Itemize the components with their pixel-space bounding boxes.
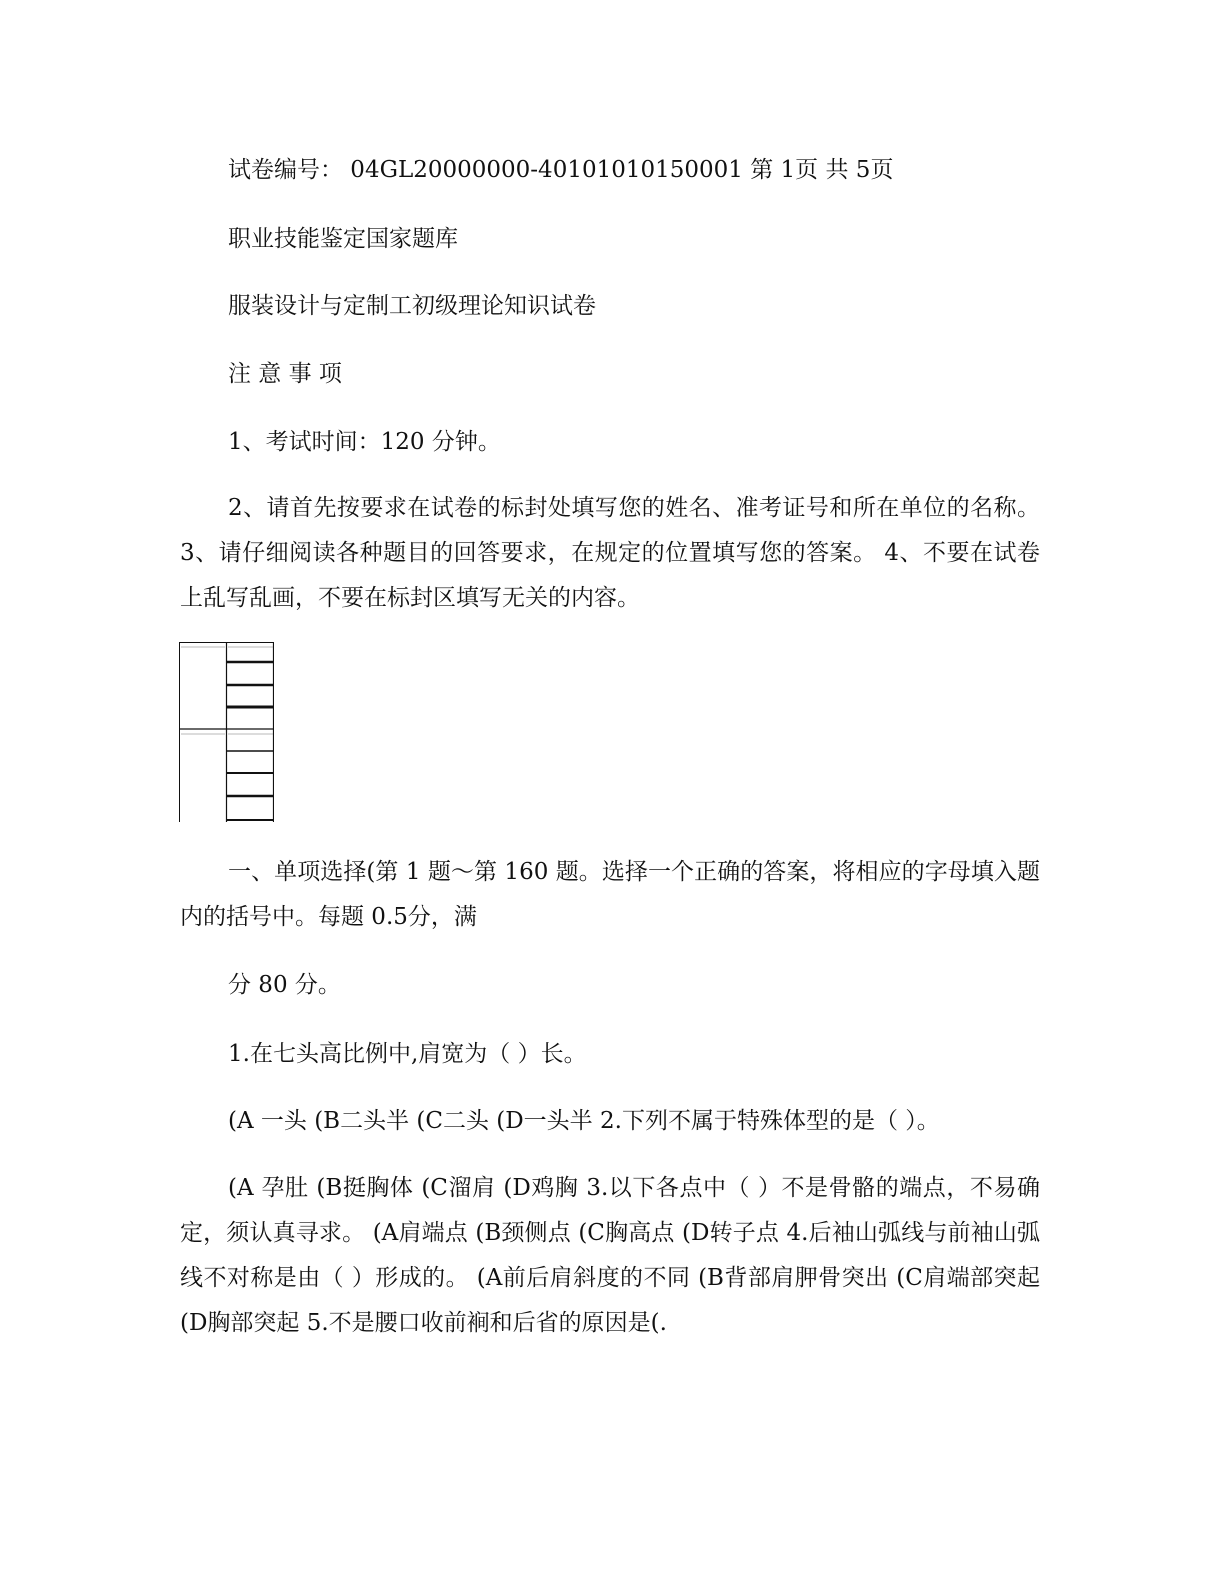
section-1-score: 分 80 分。 [228, 972, 341, 998]
questions-2-5: (A 孕肚 (B挺胸体 (C溜肩 (D鸡胸 3.以下各点中（ ）不是骨骼的端点，不易确定，须认真寻求。 (A肩端点 (B颈侧点 (C胸高点 (D转子点 4.后袖山弧线与前袖山弧线不对称是由（ ）形成的。 (A前后肩斜度的不同 (B背部肩胛骨突出 (C肩端部突起 (D胸部突起 5.不是腰口收前裥和后省的原因是(. [180, 1175, 1040, 1336]
paper-title: 服装设计与定制工初级理论知识试卷 [228, 293, 596, 319]
exam-number-line: 试卷编号： 04GL20000000-40101010150001 第 1页 共 5页 [228, 157, 894, 183]
question-1-options: (A 一头 (B二头半 (C二头 (D一头半 2.下列不属于特殊体型的是（ ）。 [228, 1108, 940, 1134]
notice-items-2-4: 2、请首先按要求在试卷的标封处填写您的姓名、准考证号和所在单位的名称。 3、请仔细阅读各种题目的回答要求，在规定的位置填写您的答案。 4、不要在试卷上乱写乱画，不要在标封区填写无关的内容。 [180, 495, 1040, 611]
question-1: 1.在七头高比例中,肩宽为（ ）长。 [228, 1041, 587, 1067]
section-1-intro: 一、单项选择(第 1 题～第 160 题。选择一个正确的答案，将相应的字母填入题内的括号中。每题 0.5分，满 [180, 859, 1040, 930]
notice-item-1: 1、考试时间：120 分钟。 [228, 429, 501, 455]
notice-heading: 注 意 事 项 [228, 361, 342, 387]
question-bank-title: 职业技能鉴定国家题库 [228, 226, 458, 252]
score-table [179, 642, 274, 822]
